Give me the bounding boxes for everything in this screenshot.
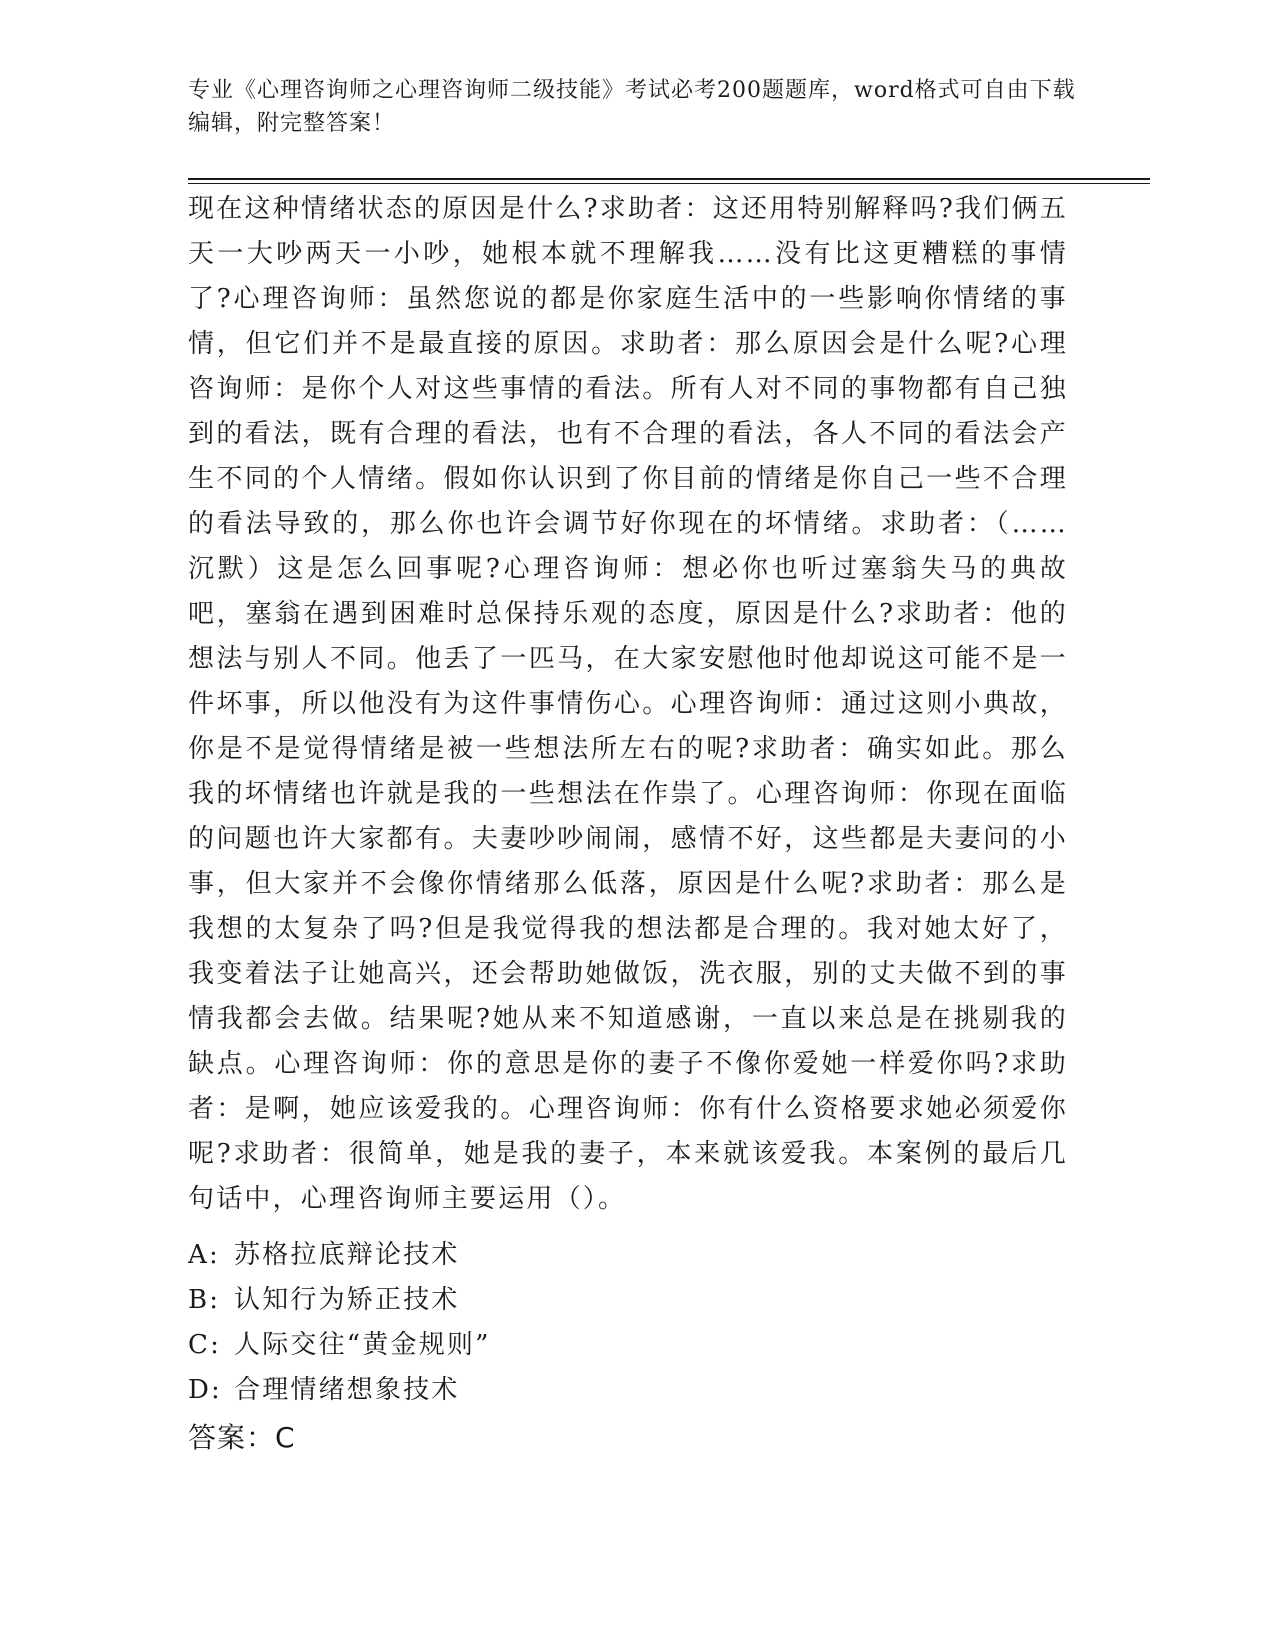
option-d	[188, 1368, 1068, 1413]
option-c	[188, 1323, 1068, 1368]
option-letter: D:	[188, 1375, 223, 1405]
option-text: 认知行为矫正技术	[234, 1285, 460, 1315]
option-text: 苏格拉底辩论技术	[234, 1240, 460, 1270]
header-divider-thin	[188, 183, 1150, 184]
option-a	[188, 1233, 1068, 1278]
answer-line: 答案：C	[188, 1421, 296, 1454]
page-header-title: 专业《心理咨询师之心理咨询师二级技能》考试必考200题题库，word格式可自由下载编辑，附完整答案！	[188, 78, 1076, 136]
option-text: 合理情绪想象技术	[234, 1375, 460, 1405]
option-letter: A:	[188, 1240, 220, 1270]
option-letter: B:	[188, 1285, 221, 1315]
question-body: 现在这种情绪状态的原因是什么?求助者：这还用特别解释吗?我们俩五天一大吵两天一小吵，她根本就不理解我……没有比这更糟糕的事情了?心理咨询师：虽然您说的都是你家庭生活中的一些影响你情绪的事情，但它们并不是最直接的原因。求助者：那么原因会是什么呢?心理咨询师：是你个人对这些事情的看法。所有人对不同的事物都有自己独到的看法，既有合理的看法，也有不合理的看法，各人不同的看法会产生不同的个人情绪。假如你认识到了你目前的情绪是你自己一些不合理的看法导致的，那么你也许会调节好你现在的坏情绪。求助者：（……沉默）这是怎么回事呢?心理咨询师：想必你也听过塞翁失马的典故吧，塞翁在遇到困难时总保持乐观的态度，原因是什么?求助者：他的想法与别人不同。他丢了一匹马，在大家安慰他时他却说这可能不是一件坏事，所以他没有为这件事情伤心。心理咨询师：通过这则小典故，你是不是觉得情绪是被一些想法所左右的呢?求助者：确实如此。那么我的坏情绪也许就是我的一些想法在作祟了。心理咨询师：你现在面临的问题也许大家都有。夫妻吵吵闹闹，感情不好，这些都是夫妻问的小事，但大家并不会像你情绪那么低落，原因是什么呢?求助者：那么是我想的太复杂了吗?但是我觉得我的想法都是合理的。我对她太好了，我变着法子让她高兴，还会帮助她做饭，洗衣服，别的丈夫做不到的事情我都会去做。结果呢?她从来不知道感谢，一直以来总是在挑剔我的缺点。心理咨询师：你的意思是你的妻子不像你爱她一样爱你吗?求助者：是啊，她应该爱我的。心理咨询师：你有什么资格要求她必须爱你呢?求助者：很简单，她是我的妻子，本来就该爱我。本案例的最后几句话中，心理咨询师主要运用（）。	[188, 194, 1068, 1214]
option-letter: C:	[188, 1330, 222, 1360]
answer-options	[188, 1233, 1068, 1413]
option-text: 人际交往“黄金规则”	[234, 1330, 491, 1360]
option-b	[188, 1278, 1068, 1323]
header-divider-thick	[188, 178, 1150, 180]
